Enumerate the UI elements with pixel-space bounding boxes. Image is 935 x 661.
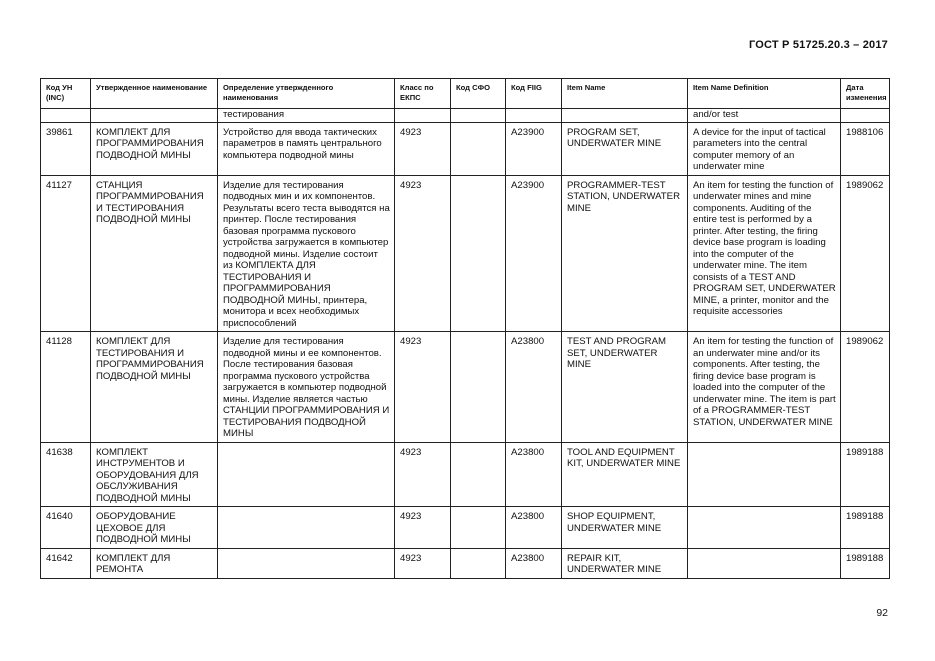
cell-item-def [688, 507, 841, 549]
cell-definition-ru: Устройство для ввода тактических параметров в память центрального компьютера подводной мины [218, 122, 395, 175]
continuation-definition-ru: тестирования [218, 109, 395, 123]
table-row [41, 548, 890, 578]
cell-ekps: 4923 [395, 548, 451, 578]
cell-fiig: A23800 [506, 507, 562, 549]
cell-item-def [688, 442, 841, 507]
cell-inc: 41642 [41, 548, 91, 578]
cell-item-name: REPAIR KIT, UNDERWATER MINE [562, 548, 688, 578]
cell-inc: 41127 [41, 175, 91, 332]
cell-ekps: 4923 [395, 442, 451, 507]
cell-item-name: TOOL AND EQUIPMENT KIT, UNDERWATER MINE [562, 442, 688, 507]
cell-date: 1988106 [841, 122, 890, 175]
cell-name-ru: СТАНЦИЯ ПРОГРАММИРОВАНИЯ И ТЕСТИРОВАНИЯ ПОДВОДНОЙ МИНЫ [91, 175, 218, 332]
document-id: ГОСТ Р 51725.20.3 – 2017 [748, 39, 888, 51]
cell-ekps: 4923 [395, 122, 451, 175]
continuation-row [41, 109, 890, 123]
cell-inc: 41640 [41, 507, 91, 549]
cell-sfo [451, 332, 506, 443]
cell-name-ru: КОМПЛЕКТ ДЛЯ ТЕСТИРОВАНИЯ И ПРОГРАММИРОВАНИЯ ПОДВОДНОЙ МИНЫ [91, 332, 218, 443]
col-header-sfo: Код СФО [451, 79, 506, 109]
cell-ekps: 4923 [395, 507, 451, 549]
cell-item-def: An item for testing the function of an underwater mine and/or its components. After testing, the firing device base program is loaded into the computer of the underwater mine. The item is part of a PROGRAMMER-TEST STATION, UNDERWATER MINE [688, 332, 841, 443]
cell-fiig: A23800 [506, 332, 562, 443]
cell-date: 1989062 [841, 175, 890, 332]
page-number: 92 [876, 607, 888, 619]
cell-name-ru: ОБОРУДОВАНИЕ ЦЕХОВОЕ ДЛЯ ПОДВОДНОЙ МИНЫ [91, 507, 218, 549]
cell-name-ru: КОМПЛЕКТ ДЛЯ РЕМОНТА [91, 548, 218, 578]
cell-date: 1989188 [841, 442, 890, 507]
cell-date: 1989062 [841, 332, 890, 443]
table-row [41, 122, 890, 175]
cell-fiig: A23800 [506, 442, 562, 507]
cell-inc: 41128 [41, 332, 91, 443]
cell-item-def [688, 548, 841, 578]
cell-sfo [451, 507, 506, 549]
col-header-item-name: Item Name [562, 79, 688, 109]
table-header-row [41, 79, 890, 109]
cell-item-name: PROGRAMMER-TEST STATION, UNDERWATER MINE [562, 175, 688, 332]
cell-item-name: PROGRAM SET, UNDERWATER MINE [562, 122, 688, 175]
cell-date: 1989188 [841, 548, 890, 578]
cell-fiig: A23900 [506, 175, 562, 332]
cell-name-ru: КОМПЛЕКТ ИНСТРУМЕНТОВ И ОБОРУДОВАНИЯ ДЛЯ ОБСЛУЖИВАНИЯ ПОДВОДНОЙ МИНЫ [91, 442, 218, 507]
cell-definition-ru [218, 548, 395, 578]
cell-fiig: A23900 [506, 122, 562, 175]
cell-date: 1989188 [841, 507, 890, 549]
continuation-definition-en: and/or test [688, 109, 841, 123]
cell-inc: 41638 [41, 442, 91, 507]
cell-name-ru: КОМПЛЕКТ ДЛЯ ПРОГРАММИРОВАНИЯ ПОДВОДНОЙ МИНЫ [91, 122, 218, 175]
col-header-date: Дата изменения [841, 79, 890, 109]
cell-definition-ru [218, 442, 395, 507]
table-row [41, 507, 890, 549]
col-header-inc: Код УН (INC) [41, 79, 91, 109]
col-header-item-def: Item Name Definition [688, 79, 841, 109]
cell-sfo [451, 442, 506, 507]
table-row [41, 442, 890, 507]
cell-ekps: 4923 [395, 175, 451, 332]
col-header-ekps: Класс по ЕКПС [395, 79, 451, 109]
cell-inc: 39861 [41, 122, 91, 175]
table-row [41, 332, 890, 443]
cell-definition-ru: Изделие для тестирования подводных мин и их компонентов. Результаты всего теста выводятся на принтер. После тестирования базовая программа пускового устройства загружается в компьютер подводной мины. Изделие состоит из КОМПЛЕКТА ДЛЯ ТЕСТИРОВАНИЯ И ПРОГРАММИРОВАНИЯ ПОДВОДНОЙ МИНЫ, принтера, монитора и всех необходимых приспособлений [218, 175, 395, 332]
cell-fiig: A23800 [506, 548, 562, 578]
col-header-fiig: Код FIIG [506, 79, 562, 109]
col-header-definition-ru: Определение утвержденного наименования [218, 79, 395, 109]
cell-sfo [451, 175, 506, 332]
cell-item-name: SHOP EQUIPMENT, UNDERWATER MINE [562, 507, 688, 549]
cell-item-name: TEST AND PROGRAM SET, UNDERWATER MINE [562, 332, 688, 443]
cell-definition-ru: Изделие для тестирования подводной мины и ее компонентов. После тестирования базовая программа пускового устройства загружается в компьютер подводной мины. Изделие является частью СТАНЦИИ ПРОГРАММИРОВАНИЯ И ТЕСТИРОВАНИЯ ПОДВОДНОЙ МИНЫ [218, 332, 395, 443]
cell-sfo [451, 122, 506, 175]
cell-item-def: An item for testing the function of underwater mines and mine components. Auditing of the entire test is performed by a printer. After testing, the firing device base program is loading into the computer of the underwater mine. The item consists of a TEST AND PROGRAM SET, UNDERWATER MINE, a printer, monitor and the requisite accessories [688, 175, 841, 332]
cell-sfo [451, 548, 506, 578]
col-header-name-ru: Утвержденное наименование [91, 79, 218, 109]
classification-table [40, 78, 890, 579]
table-row [41, 175, 890, 332]
cell-definition-ru [218, 507, 395, 549]
cell-item-def: A device for the input of tactical parameters into the central computer memory of an underwater mine [688, 122, 841, 175]
cell-ekps: 4923 [395, 332, 451, 443]
